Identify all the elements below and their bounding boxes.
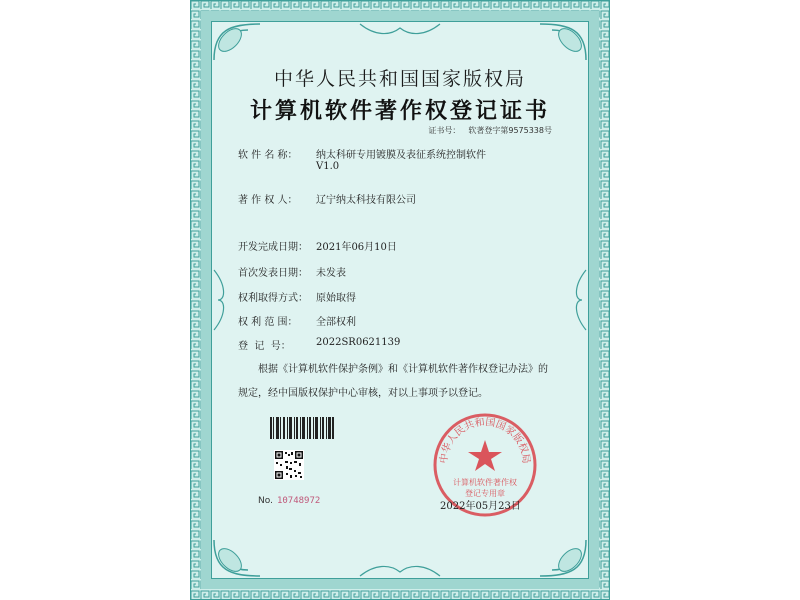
- serial-label: No.: [258, 496, 273, 506]
- seal-arc-text: 中华人民共和国国家版权局: [438, 417, 532, 465]
- field-value: 辽宁纳太科技有限公司: [316, 195, 416, 206]
- field-label: 权利取得方式：: [238, 293, 308, 304]
- field-value: 2021年06月10日: [316, 242, 397, 253]
- seal-line-1: 计算机软件著作权: [453, 478, 517, 487]
- cert-no-value: 软著登字第9575338号: [468, 126, 552, 135]
- field-registration-number: [238, 337, 400, 352]
- field-software-name: [238, 146, 486, 172]
- field-value: 未发表: [316, 268, 346, 279]
- field-acquisition-method: [238, 289, 356, 304]
- field-label: 首次发表日期：: [238, 268, 308, 279]
- cert-no-label: 证书号：: [428, 126, 461, 135]
- statement-line-2: 规定，经中国版权保护中心审核，对以上事项予以登记。: [238, 388, 488, 399]
- field-completion-date: [238, 238, 397, 253]
- field-value: 纳太科研专用镀膜及表征系统控制软件: [316, 150, 486, 161]
- registration-statement: [238, 358, 568, 406]
- certificate-number: [428, 125, 552, 136]
- issuer-title: 中华人民共和国国家版权局: [273, 68, 526, 90]
- seal-line-2: 登记专用章: [465, 489, 505, 498]
- field-value: 全部权利: [316, 317, 356, 328]
- certificate: [190, 0, 610, 600]
- field-label: 著 作 权 人：: [238, 195, 298, 206]
- field-copyright-owner: [238, 191, 416, 206]
- statement-line-1: 根据《计算机软件保护条例》和《计算机软件著作权登记办法》的: [258, 364, 548, 375]
- serial-number: [258, 496, 320, 506]
- field-value-block: [316, 146, 486, 172]
- issue-date: 2022年05月23日: [440, 501, 521, 512]
- field-value: 原始取得: [316, 293, 356, 304]
- field-publish-date: [238, 264, 346, 279]
- field-label: 开发完成日期：: [238, 242, 308, 253]
- certificate-title: 计算机软件著作权登记证书: [249, 98, 550, 124]
- serial-value: 10748972: [276, 496, 321, 506]
- field-label: 权 利 范 围：: [238, 317, 298, 328]
- field-label: 登 记 号：: [238, 341, 291, 352]
- field-value-version: V1.0: [316, 161, 340, 172]
- field-rights-scope: [238, 313, 356, 328]
- barcode-image: [270, 417, 334, 439]
- field-label: 软 件 名 称：: [238, 150, 298, 161]
- field-value: 2022SR0621139: [316, 337, 401, 348]
- qr-code-image: [274, 450, 304, 480]
